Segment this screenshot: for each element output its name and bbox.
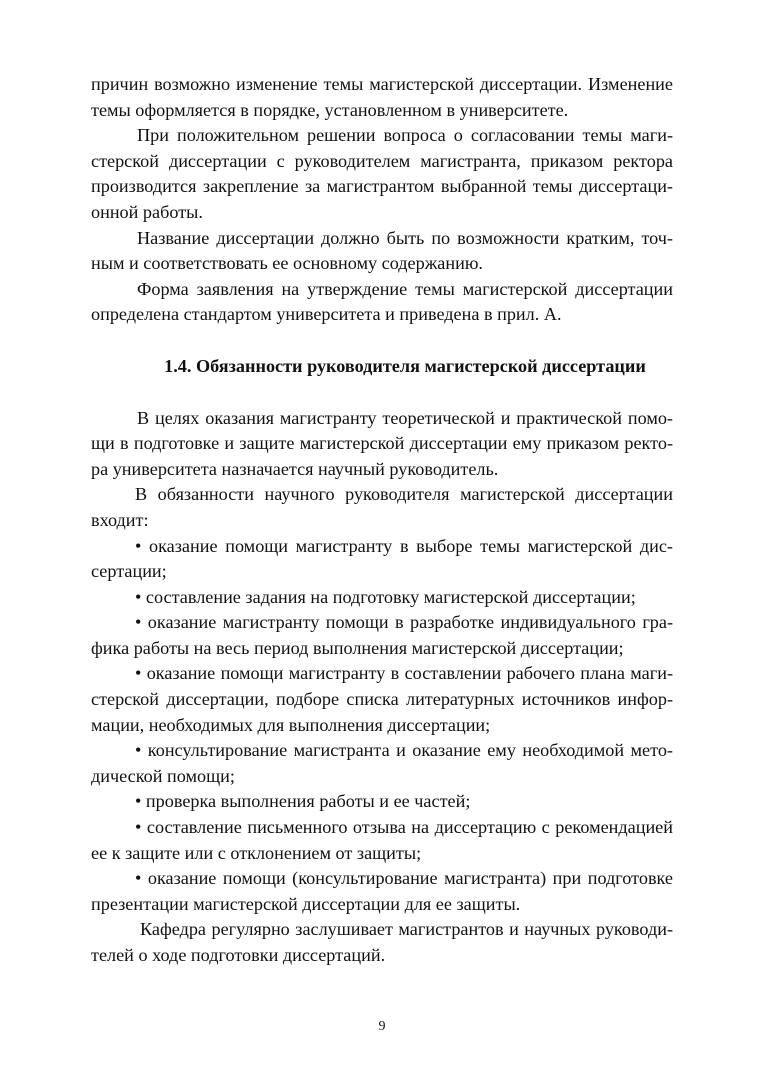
- text-line: ра университета назначается научный руководитель.: [91, 458, 499, 479]
- text-line: ным и соответствовать ее основному содержанию.: [91, 253, 483, 274]
- list-item: стерской диссертации, подборе списка литературных источников инфор-: [91, 689, 673, 710]
- page-number: 9: [378, 1019, 386, 1034]
- list-item: фика работы на весь период выполнения магистерской диссертации;: [91, 637, 624, 658]
- list-item: • оказание помощи магистранту в составлении рабочего плана маги-: [135, 663, 673, 684]
- text-line: щи в подготовке и защите магистерской диссертации ему приказом ректо-: [91, 433, 673, 454]
- text-line: В целях оказания магистранту теоретической и практической помо-: [137, 407, 673, 428]
- text-line: определена стандартом университета и приведена в прил. А.: [91, 304, 562, 325]
- list-item: дической помощи;: [91, 765, 235, 786]
- text-line: онной работы.: [91, 201, 203, 222]
- text-line: Форма заявления на утверждение темы магистерской диссертации: [137, 278, 673, 299]
- list-item: • проверка выполнения работы и ее частей;: [135, 791, 471, 812]
- list-item: • консультирование магистранта и оказание ему необходимой мето-: [135, 740, 673, 761]
- list-item: • оказание магистранту помощи в разработке индивидуального гра-: [135, 612, 673, 633]
- list-item: • составление письменного отзыва на диссертацию с рекомендацией: [135, 817, 673, 838]
- list-item: • оказание помощи магистранту в выборе темы магистерской дис-: [135, 535, 673, 556]
- text-line: входит:: [91, 509, 149, 530]
- list-item: презентации магистерской диссертации для ее защиты.: [91, 893, 521, 914]
- text-line: причин возможно изменение темы магистерской диссертации. Изменение: [91, 74, 673, 94]
- text-line: производится закрепление за магистрантом выбранной темы диссертаци-: [91, 176, 673, 197]
- text-line: Название диссертации должно быть по возможности кратким, точ-: [137, 227, 673, 248]
- list-item: • оказание помощи (консультирование магистранта) при подготовке: [135, 868, 673, 889]
- list-item: сертации;: [91, 561, 167, 582]
- text-line: В обязанности научного руководителя магистерской диссертации: [135, 484, 673, 505]
- text-line: При положительном решении вопроса о согласовании темы маги-: [137, 125, 673, 146]
- list-item: • составление задания на подготовку магистерской диссертации;: [135, 586, 636, 607]
- section-heading: 1.4. Обязанности руководителя магистерской диссертации: [164, 355, 646, 376]
- list-item: мации, необходимых для выполнения диссертации;: [91, 714, 491, 735]
- page-body: [91, 72, 673, 969]
- text-line: телей о ходе подготовки диссертаций.: [91, 945, 386, 965]
- text-line: стерской диссертации с руководителем магистранта, приказом ректора: [91, 150, 673, 171]
- list-item: ее к защите или с отклонением от защиты;: [91, 842, 422, 863]
- text-line: Кафедра регулярно заслушивает магистрантов и научных руководи-: [140, 919, 673, 940]
- text-line: темы оформляется в порядке, установленном в университете.: [91, 99, 569, 120]
